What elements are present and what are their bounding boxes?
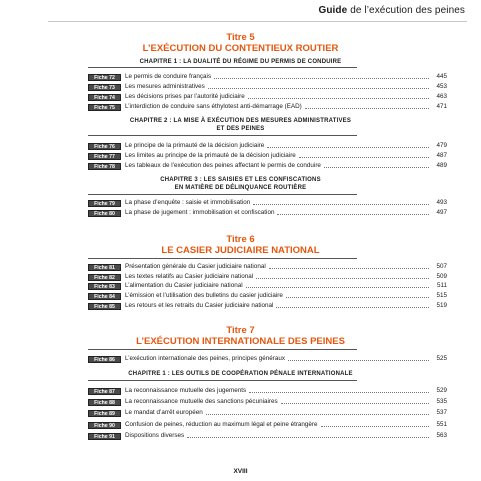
toc-entry[interactable] [88,355,447,363]
dot-leader [286,297,429,298]
dot-leader [276,307,429,308]
page-number: 511 [436,282,447,289]
chapter-heading [0,117,481,133]
fiche-tag: Fiche 88 [88,399,121,406]
entry-label: Le permis de conduire français [125,73,212,80]
dot-leader [305,108,429,109]
page-number: 529 [436,387,447,394]
toc-entry[interactable] [88,421,447,429]
page-number: 525 [436,355,447,362]
toc-entry[interactable] [88,302,447,310]
fiche-tag: Fiche 91 [88,433,121,440]
chapter-rule [88,135,357,136]
titre-number: Titre 7 [226,325,255,336]
fiche-tag: Fiche 85 [88,303,121,310]
titre-name: LE CASIER JUDICIAIRE NATIONAL [161,245,320,256]
dot-leader [256,278,429,279]
section-rule [88,258,357,259]
chapter-heading [0,58,481,66]
chapter-line: CHAPITRE 1 : LA DUALITÉ DU RÉGIME DU PERMIS DE CONDUIRE [139,59,342,65]
fiche-tag: Fiche 89 [88,410,121,417]
toc-entry[interactable] [88,398,447,406]
fiche-tag: Fiche 81 [88,264,121,271]
chapter-line: CHAPITRE 1 : LES OUTILS DE COOPÉRATION PÉNALE INTERNATIONALE [128,371,353,377]
toc-entry[interactable] [88,199,447,207]
page-number: 507 [436,263,447,270]
entry-label: L’alimentation du Casier judiciaire national [125,282,243,289]
chapter-line: EN MATIÈRE DE DÉLINQUANCE ROUTIÈRE [174,185,307,191]
entry-label: La reconnaissance mutuelle des sanctions pécuniaires [125,398,278,405]
chapter-rule [88,380,357,381]
dot-leader [277,214,429,215]
entry-label: Les retours et les retraits du Casier judiciaire national [125,302,274,309]
titre-6-heading [0,234,481,256]
entry-label: Le principe de la primauté de la décision judiciaire [125,142,265,149]
toc-entry[interactable] [88,162,447,170]
page-number: 453 [436,83,447,90]
toc-entry[interactable] [88,263,447,271]
fiche-tag: Fiche 87 [88,388,121,395]
page-number: 509 [436,273,447,280]
running-header [318,5,465,19]
fiche-tag: Fiche 76 [88,143,121,150]
page-number: 551 [436,421,447,428]
chapter-heading [0,370,481,378]
dot-leader [206,414,429,415]
toc-entry[interactable] [88,93,447,101]
toc-entry[interactable] [88,142,447,150]
page-number: 563 [436,432,447,439]
entry-label: Les décisions prises par l’autorité judiciaire [125,93,245,100]
toc-entry[interactable] [88,273,447,281]
dot-leader [187,437,429,438]
toc-entry[interactable] [88,282,447,290]
toc-entry[interactable] [88,73,447,81]
entry-label: Les limites au principe de la primauté de la décision judiciaire [125,152,296,159]
fiche-tag: Fiche 78 [88,163,121,170]
toc-entry[interactable] [88,83,447,91]
titre-number: Titre 6 [226,234,255,245]
chapter-line: ET DES PEINES [216,126,265,132]
dot-leader [321,426,429,427]
page-number: 479 [436,142,447,149]
page-number: 535 [436,398,447,405]
entry-label: Confusion de peines, réduction au maximum légal et peine étrangère [125,421,318,428]
toc-entry[interactable] [88,387,447,395]
dot-leader [269,268,429,269]
fiche-tag: Fiche 72 [88,74,121,81]
dot-leader [267,147,429,148]
entry-label: L’émission et l’utilisation des bulletins du casier judiciaire [125,292,283,299]
titre-name: L’EXÉCUTION INTERNATIONALE DES PEINES [136,336,345,347]
fiche-tag: Fiche 83 [88,283,121,290]
section-rule [88,349,357,350]
page-number: 487 [436,152,447,159]
dot-leader [253,204,429,205]
page-number: 519 [436,302,447,309]
dot-leader [208,88,429,89]
fiche-tag: Fiche 77 [88,153,121,160]
fiche-tag: Fiche 82 [88,274,121,281]
page-number: 445 [436,73,447,80]
entry-label: La phase de jugement : immobilisation et confiscation [125,209,275,216]
entry-label: L’exécution internationale des peines, principes généraux [125,355,285,362]
entry-label: Les textes relatifs au Casier judiciaire national [125,273,254,280]
dot-leader [214,78,429,79]
chapter-rule [88,67,357,68]
chapter-line: CHAPITRE 3 : LES SAISIES ET LES CONFISCATIONS [160,177,321,183]
chapter-line: CHAPITRE 2 : LA MISE À EXÉCUTION DES MESURES ADMINISTRATIVES [129,118,352,124]
dot-leader [288,360,429,361]
toc-entry[interactable] [88,152,447,160]
fiche-tag: Fiche 74 [88,94,121,101]
entry-label: La phase d’enquête : saisie et immobilisation [125,199,251,206]
entry-label: Présentation générale du Casier judiciaire national [125,263,266,270]
page-number: 515 [436,292,447,299]
fiche-tag: Fiche 79 [88,200,121,207]
entry-label: Les tableaux de l’exécution des peines affectant le permis de conduire [125,162,321,169]
entry-label: Le mandat d’arrêt européen [125,409,203,416]
toc-entry[interactable] [88,409,447,417]
folio: XVIII [233,468,248,475]
toc-entry[interactable] [88,292,447,300]
dot-leader [324,167,429,168]
page-number: 493 [436,199,447,206]
page-number: 471 [436,103,447,110]
titre-number: Titre 5 [226,32,255,43]
fiche-tag: Fiche 90 [88,422,121,429]
page-number: 489 [436,162,447,169]
page-number: 497 [436,209,447,216]
dot-leader [246,287,429,288]
page-number: 537 [436,409,447,416]
dot-leader [249,392,429,393]
dot-leader [281,403,429,404]
fiche-tag: Fiche 86 [88,356,121,363]
toc-entry[interactable] [88,103,447,111]
titre-name: L’EXÉCUTION DU CONTENTIEUX ROUTIER [142,43,339,54]
toc-entry[interactable] [88,432,447,440]
header-rule [48,21,467,22]
fiche-tag: Fiche 84 [88,293,121,300]
titre-5-heading [0,32,481,54]
running-header-bold: Guide [318,5,348,16]
fiche-tag: Fiche 73 [88,84,121,91]
fiche-tag: Fiche 75 [88,104,121,111]
fiche-tag: Fiche 80 [88,210,121,217]
entry-label: Les mesures administratives [125,83,205,90]
entry-label: Dispositions diverses [125,432,185,439]
running-header-rest: de l’exécution des peines [347,5,465,16]
entry-label: La reconnaissance mutuelle des jugements [125,387,247,394]
entry-label: L’interdiction de conduire sans éthylotest anti-démarrage (EAD) [125,103,302,110]
page-number: 463 [436,93,447,100]
dot-leader [299,157,429,158]
chapter-rule [88,194,357,195]
dot-leader [248,98,429,99]
titre-7-heading [0,325,481,347]
chapter-heading [0,176,481,192]
toc-entry[interactable] [88,209,447,217]
